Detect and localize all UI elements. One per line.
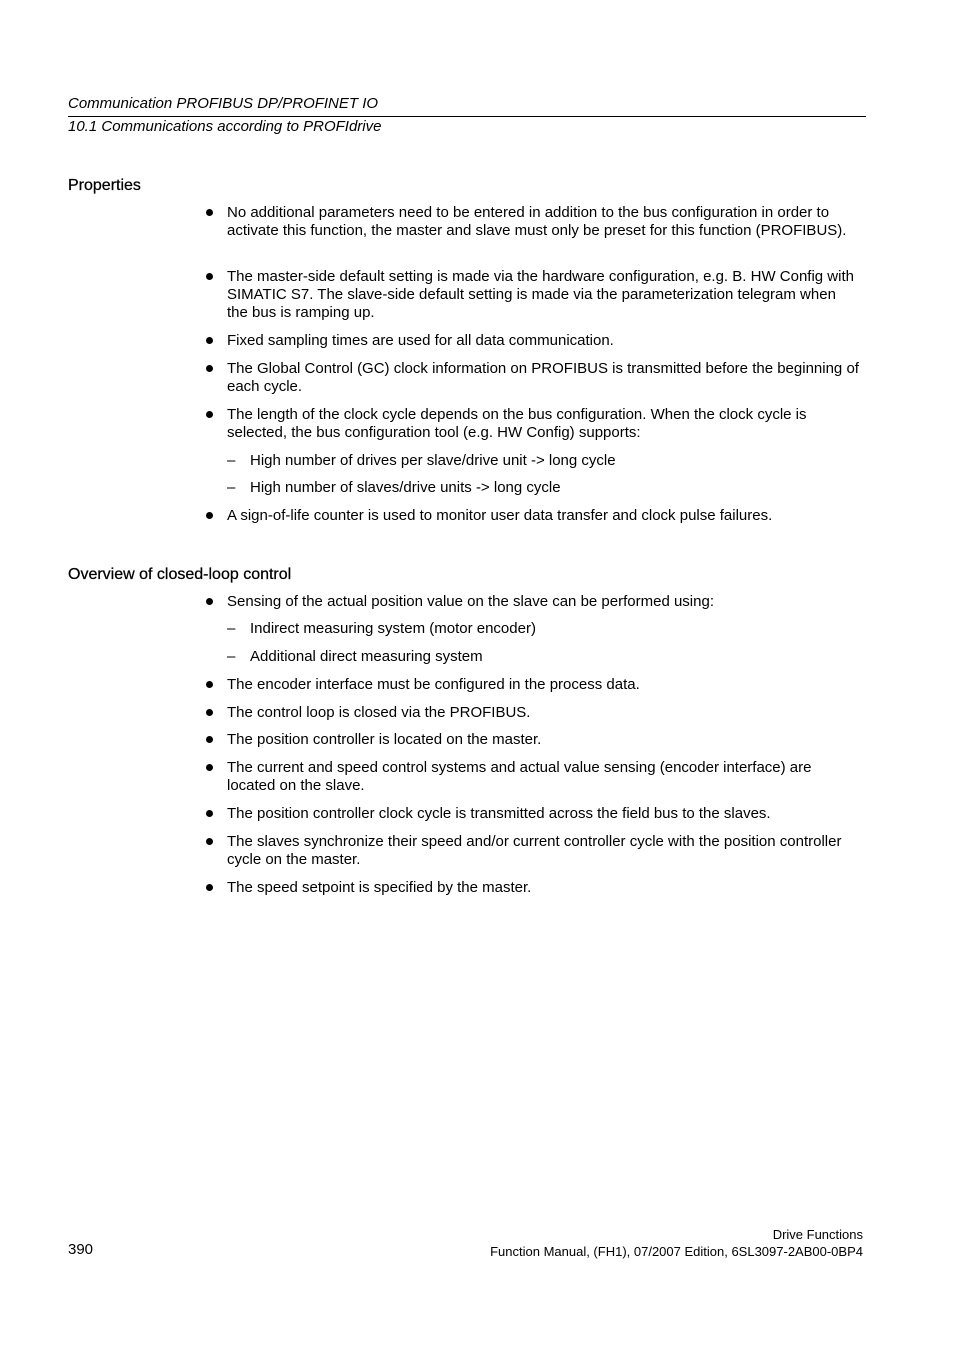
- dash-icon: –: [227, 452, 236, 469]
- sub-list-item-text: Additional direct measuring system: [250, 648, 483, 665]
- list-item-text: The control loop is closed via the PROFIBUS.: [227, 704, 531, 721]
- sub-list-item-text: Indirect measuring system (motor encoder): [250, 620, 536, 637]
- dash-icon: –: [227, 620, 236, 637]
- bullet-icon: [206, 884, 213, 891]
- list-item-text: The position controller is located on the master.: [227, 731, 542, 748]
- bullet-icon: [206, 337, 213, 344]
- list-item-text: A sign-of-life counter is used to monitor user data transfer and clock pulse failures.: [227, 507, 773, 524]
- list-item-text: The position controller clock cycle is transmitted across the field bus to the slaves.: [227, 805, 771, 822]
- sub-list-item-text: High number of slaves/drive units -> long cycle: [250, 479, 561, 496]
- list-item-text: The current and speed control systems and actual value sensing (encoder interface) are located on the slave.: [227, 759, 812, 794]
- bullet-icon: [206, 681, 213, 688]
- list-item-text: No additional parameters need to be entered in addition to the bus configuration in order to activate this function, the master and slave must only be preset for this function (PROFIBUS).: [227, 204, 847, 239]
- bullet-icon: [206, 365, 213, 372]
- bullet-icon: [206, 810, 213, 817]
- footer-manual-info: Function Manual, (FH1), 07/2007 Edition, 6SL3097-2AB00-0BP4: [490, 1244, 863, 1259]
- bullet-icon: [206, 411, 213, 418]
- sub-list-item-text: High number of drives per slave/drive unit -> long cycle: [250, 452, 616, 469]
- bullet-icon: [206, 209, 213, 216]
- bullet-icon: [206, 764, 213, 771]
- list-item-text: The length of the clock cycle depends on the bus configuration. When the clock cycle is selected, the bus configuration tool (e.g. HW Config) supports:: [227, 406, 807, 441]
- list-item-text: Fixed sampling times are used for all data communication.: [227, 332, 614, 349]
- bullet-icon: [206, 598, 213, 605]
- header-section-title: 10.1 Communications according to PROFIdrive: [68, 118, 382, 135]
- bullet-icon: [206, 273, 213, 280]
- overview-heading: Overview of closed-loop control: [68, 566, 292, 583]
- list-item-text: The master-side default setting is made via the hardware configuration, e.g. B. HW Config with SIMATIC S7. The slave-side default setting is made via the parameterization telegram when the bus is ramping up.: [227, 268, 854, 321]
- footer-book-title: Drive Functions: [772, 1227, 863, 1242]
- header-rule: [68, 116, 866, 117]
- list-item-text: The encoder interface must be configured in the process data.: [227, 676, 640, 693]
- list-item-text: Sensing of the actual position value on the slave can be performed using:: [227, 593, 714, 610]
- bullet-icon: [206, 709, 213, 716]
- list-item-text: The slaves synchronize their speed and/or current controller cycle with the position controller cycle on the master.: [227, 833, 842, 868]
- bullet-icon: [206, 838, 213, 845]
- bullet-icon: [206, 512, 213, 519]
- page-number: 390: [68, 1241, 94, 1258]
- properties-heading: Properties: [68, 177, 141, 194]
- dash-icon: –: [227, 648, 236, 665]
- list-item-text: The speed setpoint is specified by the master.: [227, 879, 532, 896]
- header-chapter-title: Communication PROFIBUS DP/PROFINET IO: [68, 95, 379, 112]
- bullet-icon: [206, 736, 213, 743]
- dash-icon: –: [227, 479, 236, 496]
- list-item-text: The Global Control (GC) clock information on PROFIBUS is transmitted before the beginning of each cycle.: [227, 360, 859, 395]
